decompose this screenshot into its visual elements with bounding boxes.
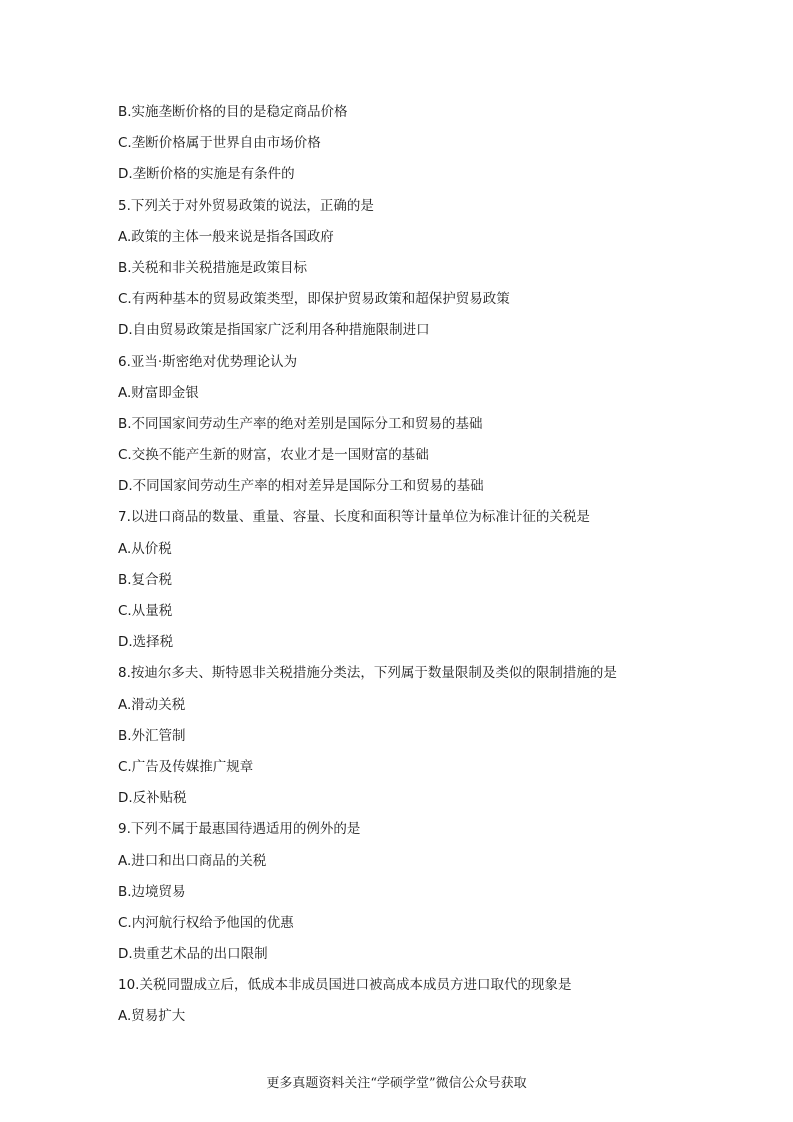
question-line: 8.按迪尔多夫、斯特恩非关税措施分类法，下列属于数量限制及类似的限制措施的是	[118, 665, 617, 682]
option-line: B.不同国家间劳动生产率的绝对差别是国际分工和贸易的基础	[118, 415, 483, 432]
option-line: A.进口和出口商品的关税	[118, 852, 267, 869]
option-line: C.交换不能产生新的财富，农业才是一国财富的基础	[118, 447, 429, 464]
option-line: C.有两种基本的贸易政策类型，即保护贸易政策和超保护贸易政策	[118, 291, 510, 308]
option-line: B.关税和非关税措施是政策目标	[118, 259, 308, 276]
option-line: A.财富即金银	[118, 384, 199, 401]
option-line: D.反补贴税	[118, 790, 187, 807]
question-line: 6.亚当·斯密绝对优势理论认为	[118, 353, 298, 370]
option-line: A.贸易扩大	[118, 1008, 186, 1025]
option-line: C.内河航行权给予他国的优惠	[118, 914, 294, 931]
page-footer: 更多真题资料关注“学硕学堂”微信公众号获取	[266, 1076, 527, 1091]
option-line: A.从价税	[118, 540, 172, 557]
option-line: C.垄断价格属于世界自由市场价格	[118, 135, 321, 152]
option-line: C.从量税	[118, 603, 173, 619]
option-line: B.外汇管制	[118, 727, 186, 744]
option-line: D.垄断价格的实施是有条件的	[118, 166, 295, 183]
document-body	[118, 101, 758, 1037]
option-line: D.不同国家间劳动生产率的相对差异是国际分工和贸易的基础	[118, 478, 484, 495]
option-line: B.边境贸易	[118, 883, 186, 900]
option-line: B.复合税	[118, 571, 173, 588]
question-line: 5.下列关于对外贸易政策的说法，正确的是	[118, 197, 374, 214]
question-line: 9.下列不属于最惠国待遇适用的例外的是	[118, 821, 361, 838]
option-line: D.贵重艺术品的出口限制	[118, 946, 268, 963]
question-line: 7.以进口商品的数量、重量、容量、长度和面积等计量单位为标准计征的关税是	[118, 509, 590, 526]
option-line: D.自由贸易政策是指国家广泛利用各种措施限制进口	[118, 322, 430, 339]
question-line: 10.关税同盟成立后，低成本非成员国进口被高成本成员方进口取代的现象是	[118, 977, 572, 994]
option-line: A.政策的主体一般来说是指各国政府	[118, 228, 334, 245]
option-line: C.广告及传媒推广规章	[118, 758, 254, 775]
option-line: A.滑动关税	[118, 696, 186, 713]
option-line: B.实施垄断价格的目的是稳定商品价格	[118, 104, 348, 120]
option-line: D.选择税	[118, 634, 174, 651]
